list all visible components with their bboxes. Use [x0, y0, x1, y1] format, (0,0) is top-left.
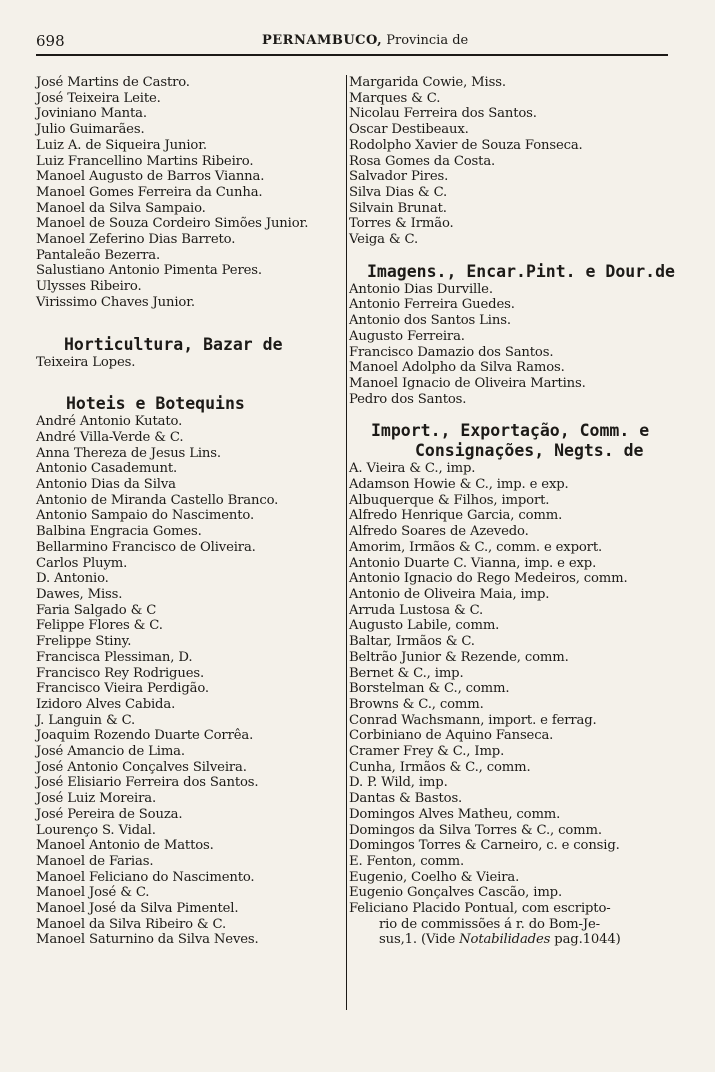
list-item: Antonio de Oliveira Maia, imp. — [349, 586, 550, 602]
list-item: Ulysses Ribeiro. — [36, 279, 142, 295]
list-item: Manoel da Silva Ribeiro & C. — [36, 916, 227, 932]
list-item: Virissimo Chaves Junior. — [36, 294, 195, 310]
list-item: José Martins de Castro. — [36, 75, 190, 90]
list-item: José Luiz Moreira. — [36, 791, 157, 807]
list-item: Francisca Plessiman, D. — [36, 649, 193, 665]
list-item: Manoel de Souza Cordeiro Simões Junior. — [36, 216, 309, 232]
list-item-feliciano-3 — [349, 932, 669, 948]
list-item: Dawes, Miss. — [36, 586, 123, 602]
list-item: Veiga & C. — [349, 232, 419, 248]
feliciano-3b: pag.1044) — [550, 932, 621, 948]
page-number: 698 — [36, 32, 65, 50]
list-item: José Amancio de Lima. — [36, 744, 185, 760]
section-title-horticultura: Horticultura, Bazar de — [64, 334, 283, 354]
list-item: Domingos Torres & Carneiro, c. e consig. — [349, 838, 620, 854]
list-item: Balbina Engracia Gomes. — [36, 524, 202, 540]
list-item: Corbiniano de Aquino Fanseca. — [349, 728, 554, 744]
list-item: Francisco Damazio dos Santos. — [349, 344, 554, 360]
list-item: Silvain Brunat. — [349, 200, 447, 216]
list-item: E. Fenton, comm. — [349, 853, 464, 869]
list-item: Cramer Frey & C., Imp. — [349, 744, 505, 760]
list-item: Luiz A. de Siqueira Junior. — [36, 137, 207, 153]
list-item: André Antonio Kutato. — [36, 414, 183, 430]
running-title — [262, 33, 468, 48]
list-item: Manoel José da Silva Pimentel. — [36, 901, 239, 917]
list-item: Manoel Zeferino Dias Barreto. — [36, 232, 236, 248]
list-item: J. Languin & C. — [36, 712, 136, 728]
list-item: Rosa Gomes da Costa. — [349, 153, 496, 169]
section-title-import-2: Consignações, Negts. de — [415, 441, 644, 461]
list-item: Antonio Ignacio do Rego Medeiros, comm. — [349, 571, 628, 587]
page-header — [36, 30, 668, 56]
list-item-feliciano-2: rio de commissões á r. do Bom-Je- — [379, 916, 600, 932]
list-item: Antonio dos Santos Lins. — [349, 313, 511, 329]
list-item: Antonio Dias da Silva — [36, 477, 176, 493]
list-item: Izidoro Alves Cabida. — [36, 696, 176, 712]
list-item: Oscar Destibeaux. — [349, 122, 469, 138]
list-item: Bernet & C., imp. — [349, 665, 464, 681]
list-item: Frelippe Stiny. — [36, 634, 132, 650]
list-item: Manoel Ignacio de Oliveira Martins. — [349, 375, 586, 391]
list-item: Arruda Lustosa & C. — [349, 602, 484, 618]
list-item: Browns & C., comm. — [349, 696, 484, 712]
running-title-rest: Provincia de — [382, 33, 469, 48]
list-item: Antonio Sampaio do Nascimento. — [36, 508, 255, 524]
import-list — [349, 461, 669, 901]
list-item: André Villa-Verde & C. — [36, 429, 184, 445]
list-item: Salustiano Antonio Pimenta Peres. — [36, 263, 262, 279]
section-title-import-1: Import., Exportação, Comm. e — [371, 421, 650, 441]
list-item: Faria Salgado & C — [36, 602, 157, 618]
running-title-bold: PERNAMBUCO, — [262, 33, 383, 48]
list-item: Domingos Alves Matheu, comm. — [349, 806, 561, 822]
list-item: Felippe Flores & C. — [36, 618, 163, 634]
list-item: Amorim, Irmãos & C., comm. e export. — [349, 539, 603, 555]
list-item: Manoel Adolpho da Silva Ramos. — [349, 360, 565, 376]
list-item: Antonio Dias Durville. — [349, 281, 493, 297]
list-item: Baltar, Irmãos & C. — [349, 634, 475, 650]
list-item: Anna Thereza de Jesus Lins. — [36, 445, 221, 461]
list-item: Marques & C. — [349, 90, 441, 106]
list-item: Nicolau Ferreira dos Santos. — [349, 106, 537, 122]
list-item: Pedro dos Santos. — [349, 391, 467, 407]
list-item: Eugenio, Coelho & Vieira. — [349, 869, 520, 885]
right-column — [346, 75, 675, 1010]
list-item: Antonio Duarte C. Vianna, imp. e exp. — [349, 555, 597, 571]
list-item: Manoel de Farias. — [36, 853, 154, 869]
feliciano-3a: sus,1. (Vide — [379, 932, 460, 948]
list-item: Alfredo Henrique Garcia, comm. — [349, 508, 563, 524]
list-item: Luiz Francellino Martins Ribeiro. — [36, 153, 254, 169]
list-item: Manoel Saturnino da Silva Neves. — [36, 932, 259, 948]
list-item: Augusto Labile, comm. — [349, 618, 500, 634]
list-item: Francisco Rey Rodrigues. — [36, 665, 205, 681]
list-item: Silva Dias & C. — [349, 184, 448, 200]
list-item: A. Vieira & C., imp. — [349, 461, 476, 477]
list-item: Torres & Irmão. — [349, 216, 454, 232]
list-item: Carlos Pluym. — [36, 555, 128, 571]
hoteis-list — [36, 414, 336, 948]
list-item: José Elisiario Ferreira dos Santos. — [36, 775, 259, 791]
list-item: Antonio Casademunt. — [36, 461, 178, 477]
list-item: José Pereira de Souza. — [36, 806, 183, 822]
list-item: José Teixeira Leite. — [36, 90, 161, 106]
section-title-hoteis: Hoteis e Botequins — [66, 394, 245, 414]
list-item: José Antonio Conçalves Silveira. — [36, 759, 247, 775]
left-top-list — [36, 75, 336, 311]
list-item: Albuquerque & Filhos, import. — [349, 492, 550, 508]
list-item: Salvador Pires. — [349, 169, 449, 185]
list-item: Julio Guimarães. — [36, 122, 145, 138]
list-item: Manoel José & C. — [36, 885, 150, 901]
feliciano-3-italic: Notabilidades — [459, 932, 551, 948]
list-item: Dantas & Bastos. — [349, 791, 463, 807]
list-item: Manoel Antonio de Mattos. — [36, 838, 214, 854]
list-item: Teixeira Lopes. — [36, 354, 136, 370]
list-item: Borstelman & C., comm. — [349, 681, 510, 697]
list-item: D. Antonio. — [36, 571, 109, 587]
list-item: Antonio de Miranda Castello Branco. — [36, 492, 279, 508]
list-item: Rodolpho Xavier de Souza Fonseca. — [349, 137, 583, 153]
list-item: Beltrão Junior & Rezende, comm. — [349, 649, 569, 665]
list-item: Manoel da Silva Sampaio. — [36, 200, 206, 216]
list-item: Joviniano Manta. — [36, 106, 147, 122]
section-title-imagens: Imagens., Encar.Pint. e Dour.de — [367, 261, 675, 281]
list-item: Bellarmino Francisco de Oliveira. — [36, 539, 256, 555]
right-top-list — [349, 75, 669, 248]
left-column — [36, 75, 336, 948]
list-item: Domingos da Silva Torres & C., comm. — [349, 822, 602, 838]
list-item: D. P. Wild, imp. — [349, 775, 448, 791]
list-item-feliciano-1: Feliciano Placido Pontual, com escripto- — [349, 901, 611, 917]
list-item: Adamson Howie & C., imp. e exp. — [349, 477, 569, 493]
list-item: Manoel Feliciano do Nascimento. — [36, 869, 255, 885]
list-item: Augusto Ferreira. — [349, 328, 465, 344]
list-item: Margarida Cowie, Miss. — [349, 75, 506, 90]
list-item: Francisco Vieira Perdigão. — [36, 681, 209, 697]
list-item: Manoel Augusto de Barros Vianna. — [36, 169, 265, 185]
imagens-list — [349, 282, 669, 408]
horticultura-list — [36, 355, 336, 371]
list-item: Alfredo Soares de Azevedo. — [349, 524, 529, 540]
list-item: Antonio Ferreira Guedes. — [349, 297, 515, 313]
list-item: Cunha, Irmãos & C., comm. — [349, 759, 531, 775]
list-item: Pantaleão Bezerra. — [36, 247, 161, 263]
list-item: Eugenio Gonçalves Cascão, imp. — [349, 885, 563, 901]
list-item: Lourenço S. Vidal. — [36, 822, 156, 838]
list-item: Conrad Wachsmann, import. e ferrag. — [349, 712, 597, 728]
list-item: Joaquim Rozendo Duarte Corrêa. — [36, 728, 254, 744]
list-item: Manoel Gomes Ferreira da Cunha. — [36, 184, 263, 200]
